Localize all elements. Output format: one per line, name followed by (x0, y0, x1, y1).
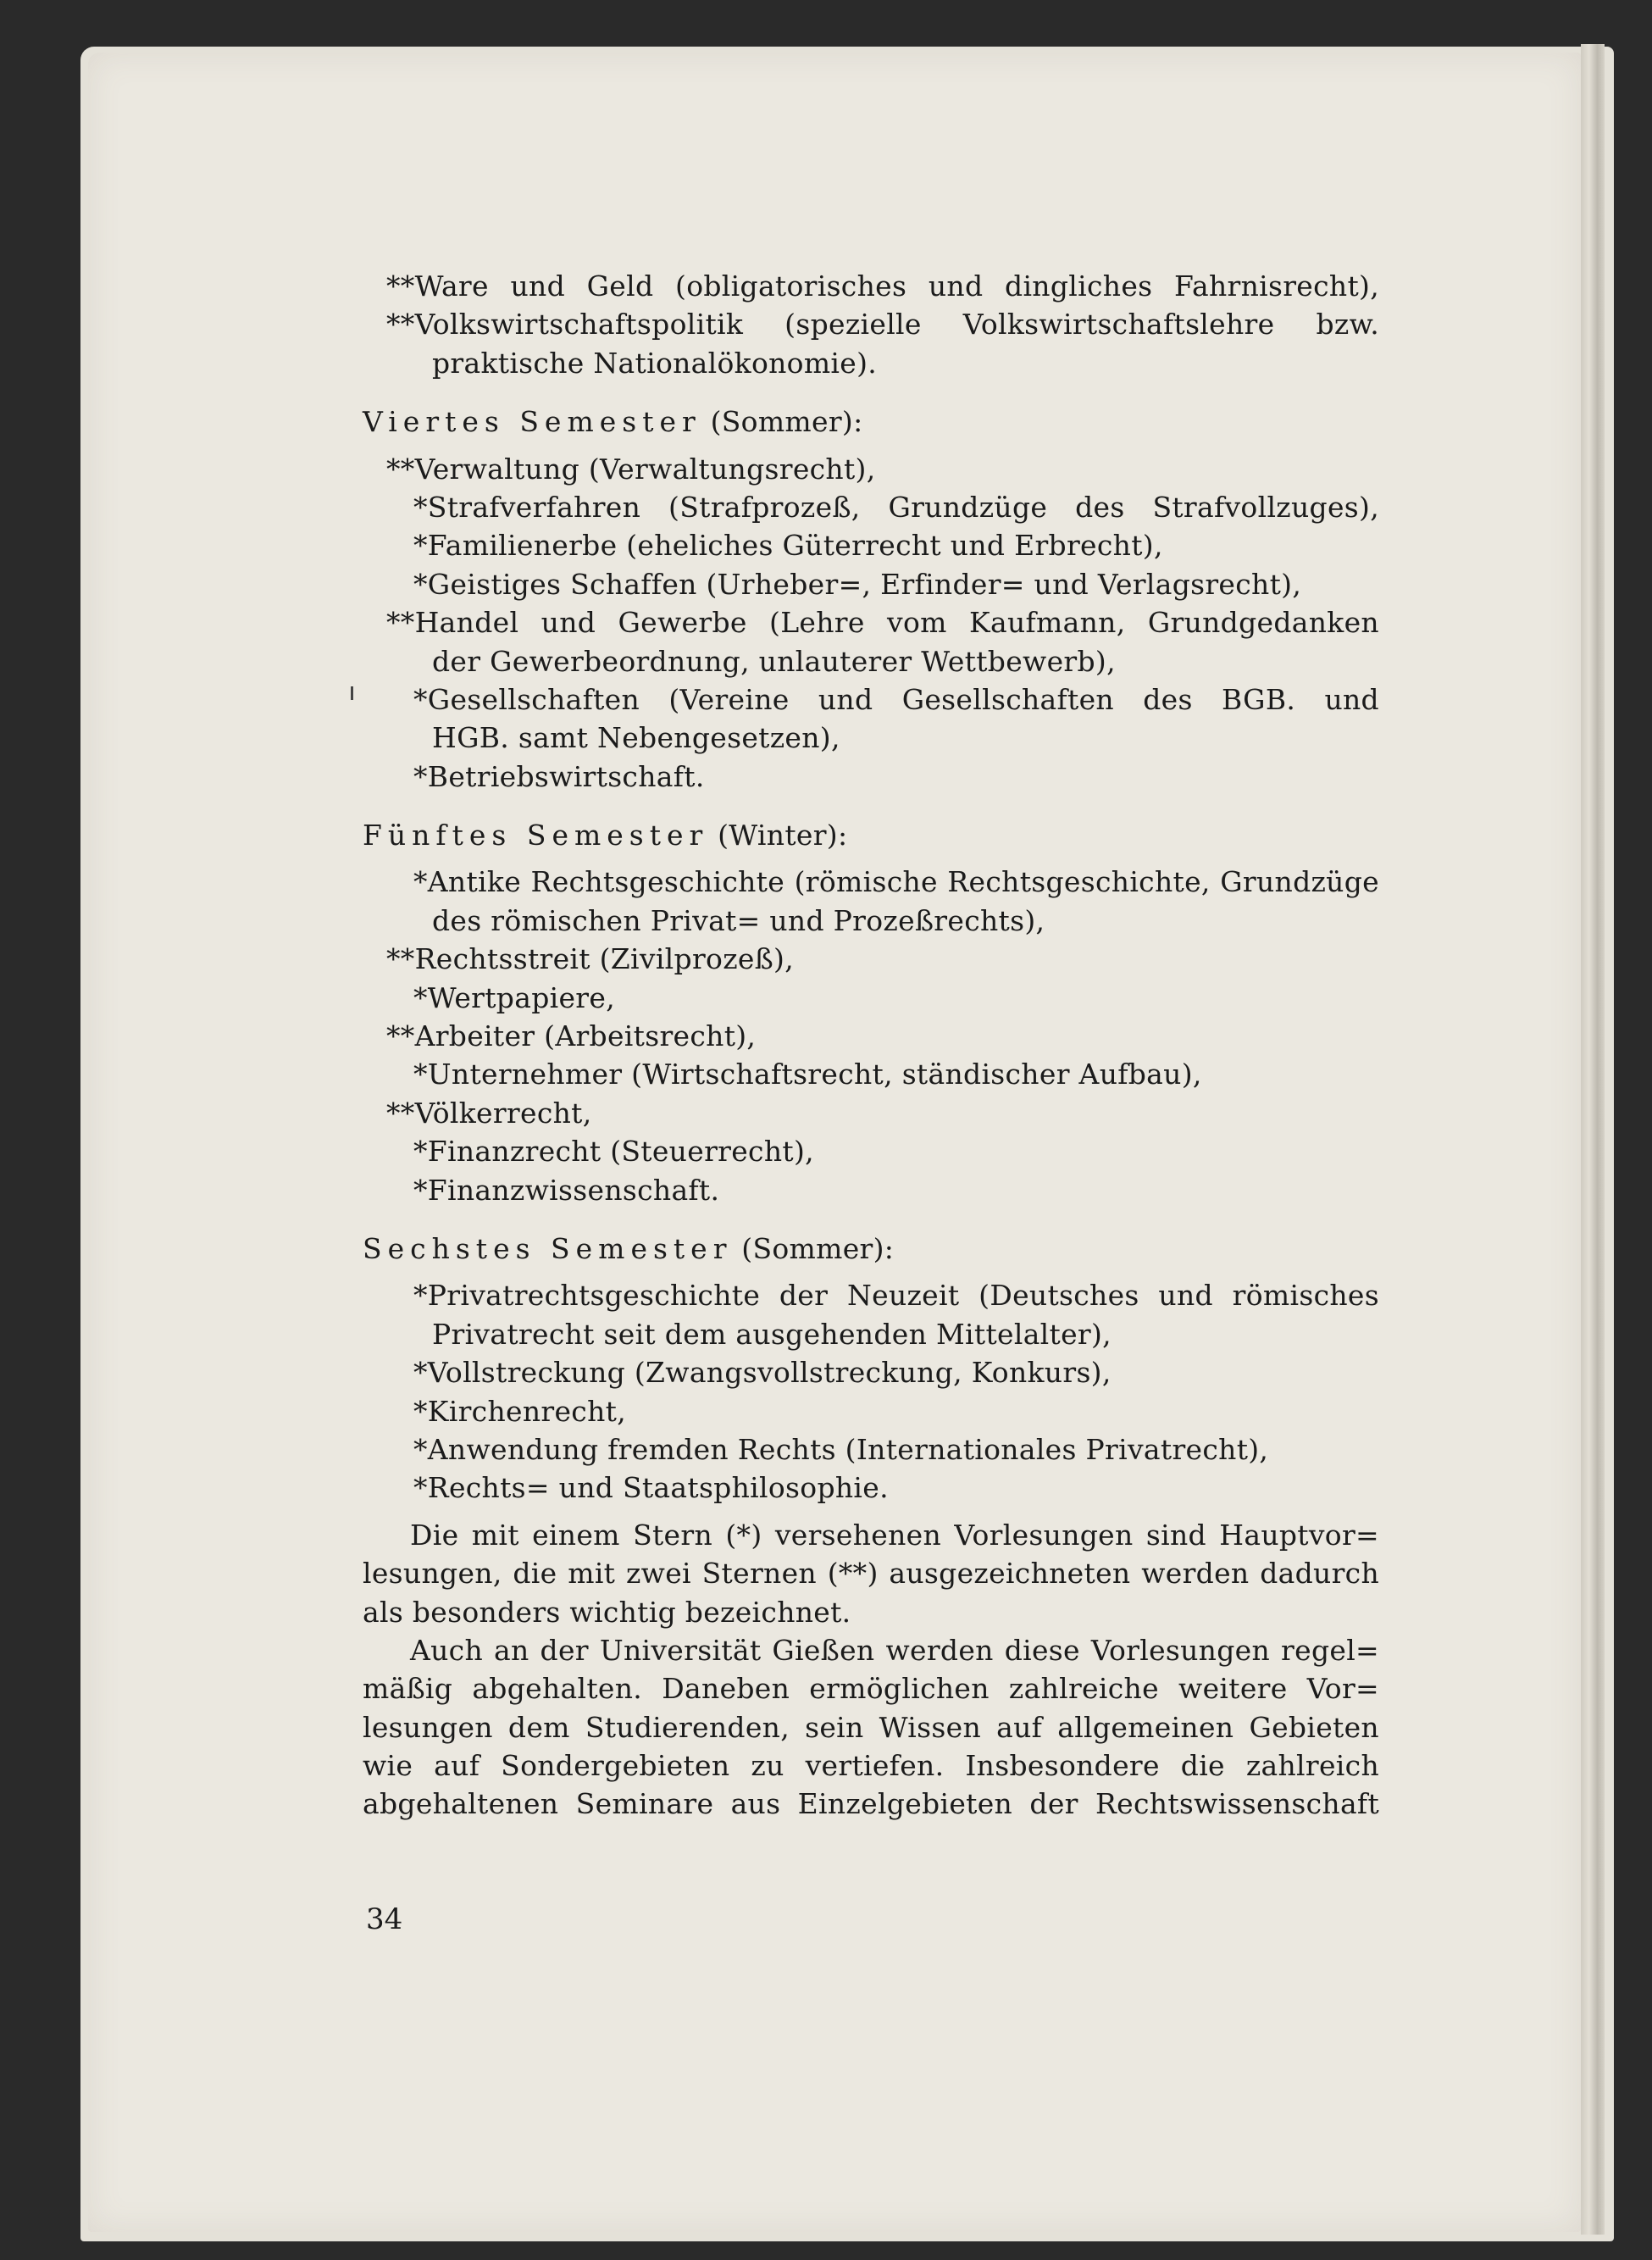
semester-heading-6 (363, 1230, 1379, 1268)
paragraph-line: mäßig abgehalten. Daneben ermöglichen zahlreiche weitere Vor= (363, 1672, 1379, 1706)
list-item: *Gesellschaften (Vereine und Gesellschaften des BGB. und (413, 682, 1379, 716)
list-item: *Betriebswirtschaft. (413, 759, 705, 793)
list-item: *Rechts= und Staatsphilosophie. (413, 1471, 889, 1505)
list-item: *Wertpapiere, (413, 980, 615, 1014)
book-page-edge (1581, 44, 1605, 2235)
list-item: praktische Nationalökonomie). (432, 346, 878, 380)
list-item: **Verwaltung (Verwaltungsrecht), (386, 452, 876, 486)
list-item: *Strafverfahren (Strafprozeß, Grundzüge des Strafvollzuges), (413, 490, 1379, 524)
list-item: *Geistiges Schaffen (Urheber=, Erfinder= und Verlagsrecht), (413, 567, 1302, 601)
list-item: **Ware und Geld (obligatorisches und dingliches Fahrnisrecht), (386, 269, 1379, 303)
semester-heading-5 (363, 816, 1379, 854)
semester-heading-4 (363, 403, 1379, 441)
paragraph-line: abgehaltenen Seminare aus Einzelgebieten der Rechtswissenschaft (363, 1787, 1379, 1821)
paragraph-line: lesungen dem Studierenden, sein Wissen auf allgemeinen Gebieten (363, 1710, 1379, 1744)
list-item: **Arbeiter (Arbeitsrecht), (386, 1019, 757, 1053)
stray-ink-mark (351, 686, 353, 700)
list-item: *Finanzrecht (Steuerrecht), (413, 1135, 814, 1169)
semester-season: (Winter): (718, 819, 848, 852)
semester-season: (Sommer): (710, 405, 863, 439)
list-item: **Völkerrecht, (386, 1096, 592, 1130)
page-number: 34 (366, 1902, 403, 1936)
paragraph-line: Die mit einem Stern (*) versehenen Vorlesungen sind Hauptvor= (410, 1518, 1379, 1552)
semester-title: Viertes Semester (363, 405, 701, 439)
semester-season: (Sommer): (741, 1231, 895, 1265)
list-item: **Rechtsstreit (Zivilprozeß), (386, 942, 795, 976)
list-item: *Anwendung fremden Rechts (Internationales Privatrecht), (413, 1432, 1269, 1466)
paragraph-line: als besonders wichtig bezeichnet. (363, 1595, 851, 1629)
list-item: des römischen Privat= und Prozeßrechts), (432, 903, 1045, 937)
paragraph-line: Auch an der Universität Gießen werden diese Vorlesungen regel= (410, 1633, 1379, 1667)
list-item: *Privatrechtsgeschichte der Neuzeit (Deutsches und römisches (413, 1279, 1379, 1313)
list-item: **Handel und Gewerbe (Lehre vom Kaufmann, Grundgedanken (386, 606, 1379, 640)
paragraph-line: wie auf Sondergebieten zu vertiefen. Insbesondere die zahlreich (363, 1749, 1379, 1783)
paragraph-line: lesungen, die mit zwei Sternen (**) ausgezeichneten werden dadurch (363, 1557, 1379, 1591)
list-item: *Finanzwissenschaft. (413, 1173, 720, 1207)
page-text (363, 267, 1379, 1824)
list-item: **Volkswirtschaftspolitik (spezielle Volkswirtschaftslehre bzw. (386, 308, 1379, 341)
semester-title: Fünftes Semester (363, 819, 709, 852)
semester-title: Sechstes Semester (363, 1231, 733, 1265)
list-item: Privatrecht seit dem ausgehenden Mittelalter), (432, 1317, 1111, 1351)
list-item: *Antike Rechtsgeschichte (römische Rechtsgeschichte, Grundzüge (413, 865, 1379, 899)
list-item: der Gewerbeordnung, unlauterer Wettbewerb), (432, 644, 1116, 678)
list-item: *Unternehmer (Wirtschaftsrecht, ständischer Aufbau), (413, 1058, 1202, 1091)
list-item: *Kirchenrecht, (413, 1394, 626, 1428)
list-item: HGB. samt Nebengesetzen), (432, 721, 840, 755)
list-item: *Familienerbe (eheliches Güterrecht und Erbrecht), (413, 529, 1163, 563)
list-item: *Vollstreckung (Zwangsvollstreckung, Konkurs), (413, 1356, 1111, 1390)
